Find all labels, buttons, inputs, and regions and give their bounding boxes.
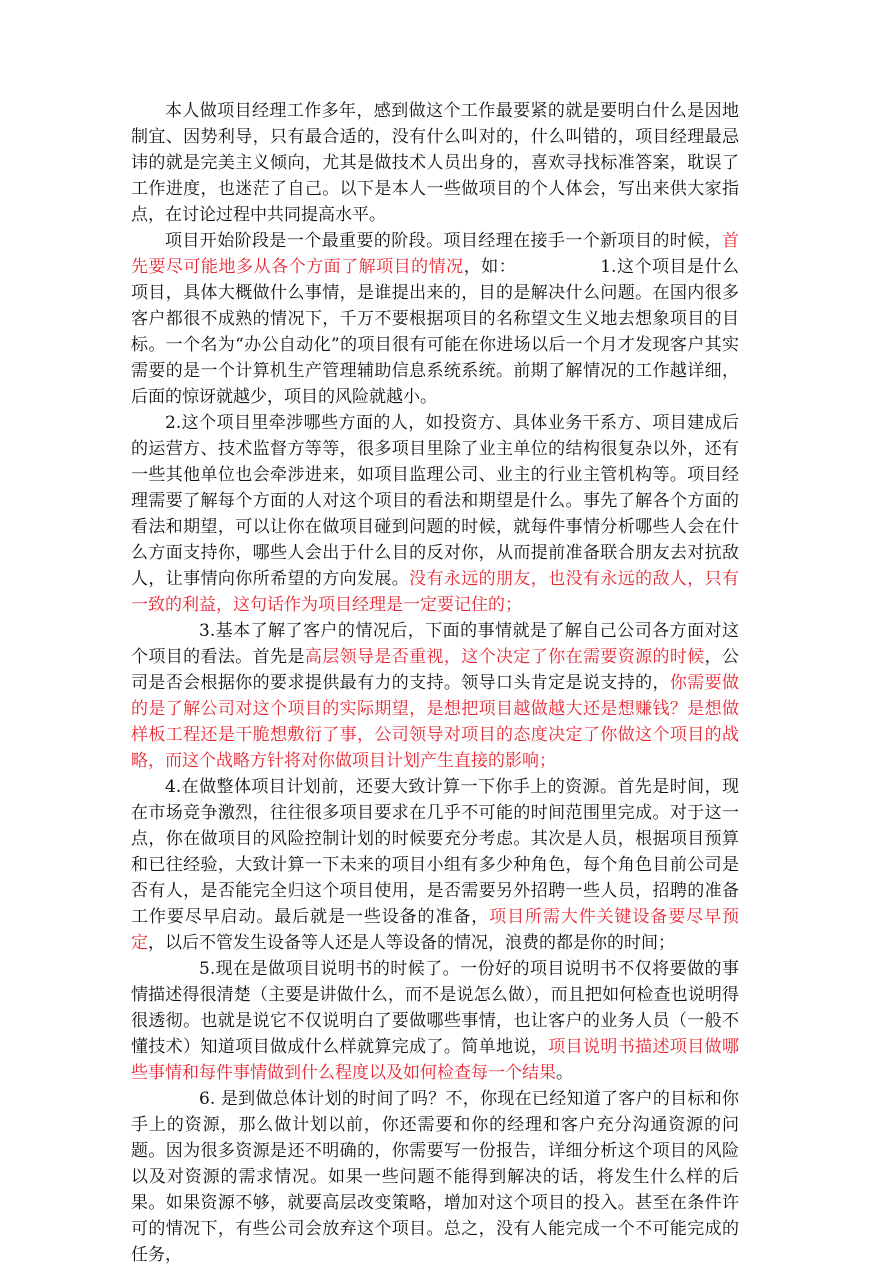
paragraph-point-5: 5.现在是做项目说明书的时候了。一份好的项目说明书不仅将要做的事情描述得很清楚（主要是讲做什么，而不是说怎么做），而且把如何检查也说明得很透彻。也就是说它不仅说明白了要做哪些事情，也让客户的业务人员（一般不懂技术）知道项目做成什么样就算完成了。简单地说，项目说明书描述项目做哪些事情和每件事情做到什么程度以及如何检查每一个结果。 (131, 959, 740, 1083)
paragraph-point-6: 6. 是到做总体计划的时间了吗？不，你现在已经知道了客户的目标和你手上的资源，那么做计划以前，你还需要和你的经理和客户充分沟通资源的问题。因为很多资源是还不明确的，你需要写一份报告，详细分析这个项目的风险以及对资源的需求情况。如果一些问题不能得到解决的话，将发生什么样的后果。如果资源不够，就要高层改变策略，增加对这个项目的投入。甚至在条件许可的情况下，有些公司会放弃这个项目。总之，没有人能完成一个不可能完成的任务， (131, 1089, 739, 1265)
document-body (131, 98, 739, 1268)
highlight-project-spec: 项目说明书描述项目做哪些事情和每件事情做到什么程度以及如何检查每一个结果 (131, 1037, 740, 1083)
highlight-company-expectation: 你需要做的是了解公司对这个项目的实际期望，是想把项目越做越大还是想赚钱？是想做样板工程还是干脆想敷衍了事，公司领导对项目的态度决定了你做这个项目的战略，而这个战略方针将对你做项目计划产生直接的影响； (131, 673, 740, 771)
highlight-understand-project: 首先要尽可能地多从各个方面了解项目的情况 (131, 231, 739, 277)
paragraph-intro: 本人做项目经理工作多年，感到做这个工作最要紧的就是要明白什么是因地制宜、因势利导，只有最合适的，没有什么叫对的，什么叫错的，项目经理最忌讳的就是完美主义倾向，尤其是做技术人员出身的，喜欢寻找标准答案，耽误了工作进度，也迷茫了自己。以下是本人一些做项目的个人体会，写出来供大家指点，在讨论过程中共同提高水平。 (131, 101, 739, 225)
highlight-no-permanent-friends: 没有永远的朋友，也没有永远的敌人，只有一致的利益，这句话作为项目经理是一定要记住的； (131, 569, 740, 615)
paragraph-point-4: 4.在做整体项目计划前，还要大致计算一下你手上的资源。首先是时间，现在市场竞争激烈，往往很多项目要求在几乎不可能的时间范围里完成。对于这一点，你在做项目的风险控制计划的时候要充分考虑。其次是人员，根据项目预算和已往经验，大致计算一下未来的项目小组有多少种角色，每个角色目前公司是否有人，是否能完全归这个项目使用，是否需要另外招聘一些人员，招聘的准备工作要尽早启动。最后就是一些设备的准备，项目所需大件关键设备要尽早预定，以后不管发生设备等人还是人等设备的情况，浪费的都是你的时间； (131, 777, 740, 953)
highlight-equipment: 项目所需大件关键设备要尽早预定 (131, 907, 740, 953)
highlight-leadership: 高层领导是否重视，这个决定了你在需要资源的时候 (304, 647, 705, 667)
paragraph-start-stage: 项目开始阶段是一个最重要的阶段。项目经理在接手一个新项目的时候，首先要尽可能地多从各个方面了解项目的情况，如： 1.这个项目是什么项目，具体大概做什么事情，是谁提出来的，目的是解决什么问题。在国内很多客户都很不成熟的情况下，千万不要根据项目的名称望文生义地去想象项目的目标。一个名为“办公自动化”的项目很有可能在你进场以后一个月才发现客户其实需要的是一个计算机生产管理辅助信息系统系统。前期了解情况的工作越详细，后面的惊讶就越少，项目的风险就越小。 (131, 231, 740, 407)
paragraph-point-2: 2.这个项目里牵涉哪些方面的人，如投资方、具体业务干系方、项目建成后的运营方、技术监督方等等，很多项目里除了业主单位的结构很复杂以外，还有一些其他单位也会牵涉进来，如项目监理公司、业主的行业主管机构等。项目经理需要了解每个方面的人对这个项目的看法和期望是什么。事先了解各个方面的看法和期望，可以让你在做项目碰到问题的时候，就每件事情分析哪些人会在什么方面支持你，哪些人会出于什么目的反对你，从而提前准备联合朋友去对抗敌人，让事情向你所希望的方向发展。没有永远的朋友，也没有永远的敌人，只有一致的利益，这句话作为项目经理是一定要记住的； (131, 413, 740, 615)
paragraph-point-3: 3.基本了解了客户的情况后，下面的事情就是了解自己公司各方面对这个项目的看法。首先是高层领导是否重视，这个决定了你在需要资源的时候，公司是否会根据你的要求提供最有力的支持。领导口头肯定是说支持的，你需要做的是了解公司对这个项目的实际期望，是想把项目越做越大还是想赚钱？是想做样板工程还是干脆想敷衍了事，公司领导对项目的态度决定了你做这个项目的战略，而这个战略方针将对你做项目计划产生直接的影响； (131, 621, 740, 771)
